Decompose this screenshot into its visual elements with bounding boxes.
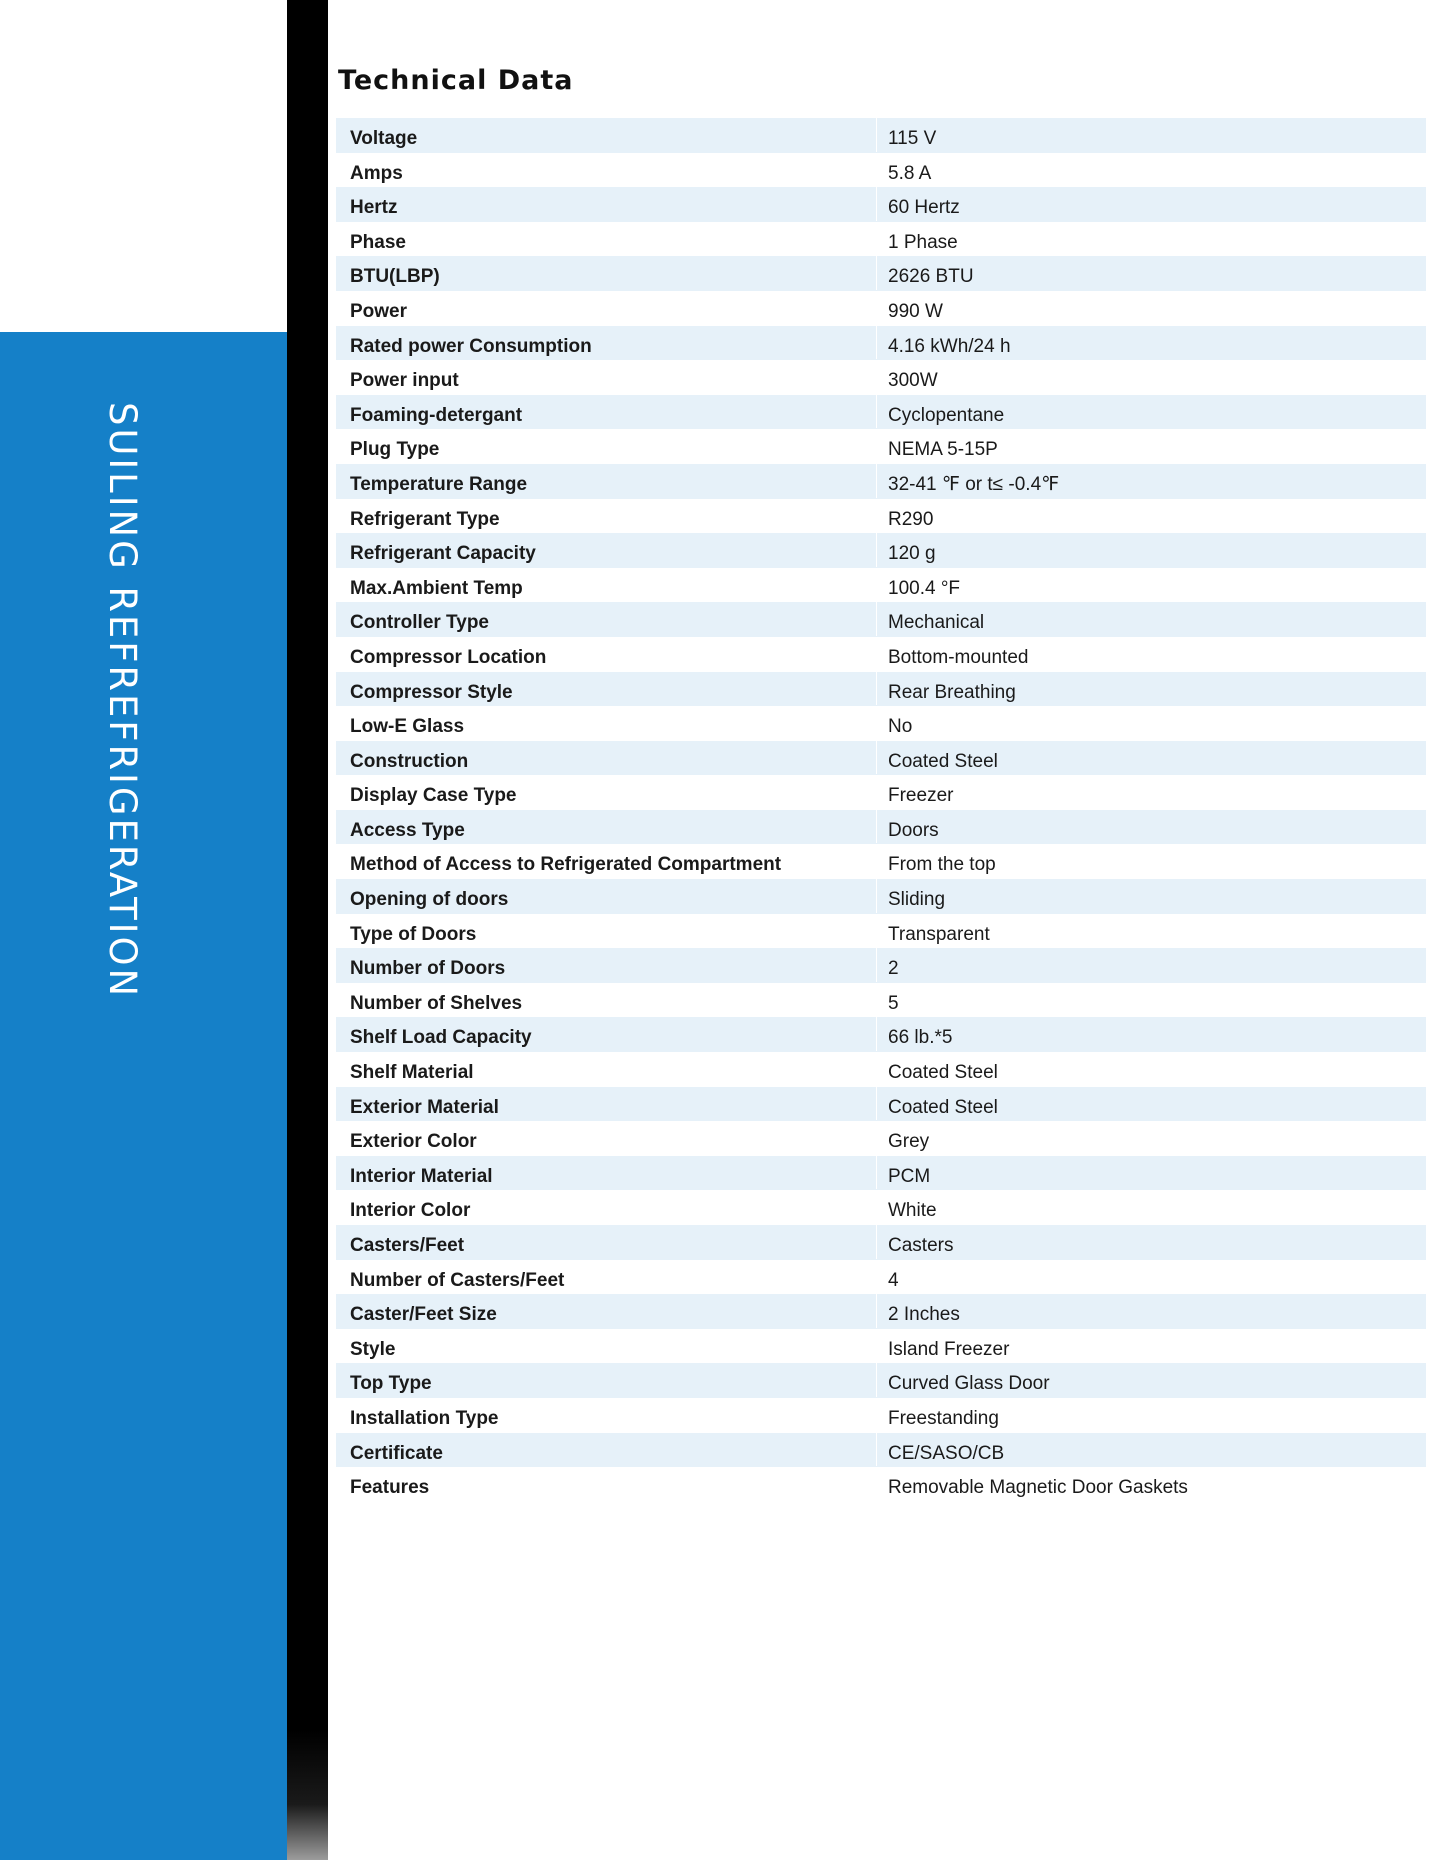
spec-label: Interior Color <box>336 1190 877 1224</box>
spec-label: Max.Ambient Temp <box>336 568 877 602</box>
table-row <box>336 1398 1426 1433</box>
table-row <box>336 1329 1426 1364</box>
spec-label: Refrigerant Capacity <box>336 533 877 567</box>
spec-value: 2 <box>888 958 899 980</box>
spec-label: Installation Type <box>336 1398 877 1432</box>
spec-value: 115 V <box>888 128 937 149</box>
spec-label: Exterior Color <box>336 1121 877 1155</box>
table-row <box>336 291 1426 326</box>
spec-value: Coated Steel <box>888 750 998 772</box>
spec-value: Freezer <box>888 785 954 807</box>
table-row <box>336 187 1426 222</box>
spec-value: 5.8 A <box>888 162 932 184</box>
spec-label: Compressor Style <box>336 672 877 706</box>
vertical-divider-bar <box>287 0 328 1860</box>
spec-label: Number of Shelves <box>336 983 877 1017</box>
spec-label: Display Case Type <box>336 775 877 809</box>
spec-value: 66 lb.*5 <box>888 1027 953 1049</box>
spec-value: 2626 BTU <box>888 266 974 288</box>
spec-label: Shelf Material <box>336 1052 877 1086</box>
spec-label: Power <box>336 291 877 325</box>
table-row <box>336 1052 1426 1087</box>
spec-label: Low-E Glass <box>336 706 877 740</box>
spec-value: R290 <box>888 508 934 530</box>
table-row <box>336 1121 1426 1156</box>
table-row <box>336 153 1426 188</box>
spec-value: 2 Inches <box>888 1304 960 1326</box>
table-row <box>336 464 1426 499</box>
spec-value: Removable Magnetic Door Gaskets <box>888 1477 1188 1499</box>
spec-label: Top Type <box>336 1363 877 1397</box>
spec-label: Refrigerant Type <box>336 499 877 533</box>
spec-value: Doors <box>888 819 939 841</box>
table-row <box>336 1087 1426 1122</box>
spec-value: Island Freezer <box>888 1338 1010 1360</box>
table-row <box>336 602 1426 637</box>
spec-label: Compressor Location <box>336 637 877 671</box>
sidebar-top-blank <box>0 0 287 332</box>
table-row <box>336 914 1426 949</box>
table-row <box>336 672 1426 707</box>
table-row <box>336 810 1426 845</box>
spec-label: Casters/Feet <box>336 1225 877 1259</box>
table-row <box>336 222 1426 257</box>
spec-value: No <box>888 716 913 738</box>
table-row <box>336 1190 1426 1225</box>
spec-value: 4.16 kWh/24 h <box>888 335 1011 357</box>
table-row <box>336 983 1426 1018</box>
table-row <box>336 1225 1426 1260</box>
spec-value: Curved Glass Door <box>888 1373 1050 1395</box>
spec-value: Transparent <box>888 923 990 945</box>
spec-label: Construction <box>336 741 877 775</box>
spec-label: Certificate <box>336 1433 877 1467</box>
table-row <box>336 1294 1426 1329</box>
table-row <box>336 360 1426 395</box>
table-row <box>336 326 1426 361</box>
spec-label: Type of Doors <box>336 914 877 948</box>
table-row <box>336 395 1426 430</box>
table-row <box>336 568 1426 603</box>
spec-value: 300W <box>888 370 938 392</box>
table-row <box>336 1433 1426 1468</box>
spec-label: Exterior Material <box>336 1087 877 1121</box>
spec-value: Rear Breathing <box>888 681 1016 703</box>
spec-label: Plug Type <box>336 429 877 463</box>
spec-label: Power input <box>336 360 877 394</box>
spec-label: Foaming-detergant <box>336 395 877 429</box>
spec-value: CE/SASO/CB <box>888 1442 1005 1464</box>
table-row <box>336 533 1426 568</box>
spec-label: Hertz <box>336 187 877 221</box>
table-row <box>336 256 1426 291</box>
spec-label: Style <box>336 1329 877 1363</box>
table-row <box>336 775 1426 810</box>
spec-value: Coated Steel <box>888 1096 998 1118</box>
spec-label: Method of Access to Refrigerated Compartment <box>336 844 877 878</box>
spec-value: Bottom-mounted <box>888 646 1029 668</box>
spec-value: 60 Hertz <box>888 197 960 219</box>
spec-value: 4 <box>888 1269 899 1291</box>
spec-label: Controller Type <box>336 602 877 636</box>
spec-value: 100.4 °F <box>888 577 961 599</box>
spec-label: Shelf Load Capacity <box>336 1017 877 1051</box>
spec-value: 1 Phase <box>888 231 958 253</box>
table-row <box>336 706 1426 741</box>
spec-label: Caster/Feet Size <box>336 1294 877 1328</box>
spec-label: Voltage <box>336 118 877 152</box>
spec-label: Interior Material <box>336 1156 877 1190</box>
page-title: Technical Data <box>338 65 574 96</box>
spec-label: Number of Casters/Feet <box>336 1260 877 1294</box>
spec-value: Cyclopentane <box>888 404 1005 426</box>
spec-value: Coated Steel <box>888 1062 998 1084</box>
spec-value: Grey <box>888 1131 930 1153</box>
spec-label: Opening of doors <box>336 879 877 913</box>
spec-value: 32-41 ℉ or t≤ -0.4℉ <box>888 473 1060 495</box>
spec-value: 990 W <box>888 300 943 322</box>
spec-value: 5 <box>888 992 899 1014</box>
table-row <box>336 1467 1426 1502</box>
spec-value: Sliding <box>888 889 946 911</box>
spec-value: Freestanding <box>888 1407 999 1429</box>
spec-label: Amps <box>336 153 877 187</box>
table-row <box>336 499 1426 534</box>
brand-vertical-text: SUILING REFREFRIGERATION <box>101 402 144 1000</box>
spec-value: White <box>888 1200 937 1222</box>
table-row <box>336 429 1426 464</box>
spec-label: Features <box>336 1467 877 1501</box>
spec-value: PCM <box>888 1165 931 1187</box>
spec-label: Phase <box>336 222 877 256</box>
table-row <box>336 879 1426 914</box>
table-row <box>336 948 1426 983</box>
spec-label: Number of Doors <box>336 948 877 982</box>
spec-value: From the top <box>888 854 996 876</box>
table-row <box>336 1260 1426 1295</box>
table-row <box>336 1156 1426 1191</box>
spec-value: Casters <box>888 1235 954 1256</box>
table-row <box>336 118 1426 153</box>
spec-label: BTU(LBP) <box>336 256 877 290</box>
table-row <box>336 1017 1426 1052</box>
spec-label: Rated power Consumption <box>336 326 877 360</box>
table-row <box>336 1363 1426 1398</box>
spec-value: 120 g <box>888 543 936 565</box>
table-row <box>336 637 1426 672</box>
table-row <box>336 844 1426 879</box>
spec-label: Temperature Range <box>336 464 877 498</box>
spec-value: Mechanical <box>888 612 985 634</box>
spec-value: NEMA 5-15P <box>888 439 998 461</box>
spec-table <box>336 118 1426 1502</box>
table-row <box>336 741 1426 776</box>
spec-label: Access Type <box>336 810 877 844</box>
